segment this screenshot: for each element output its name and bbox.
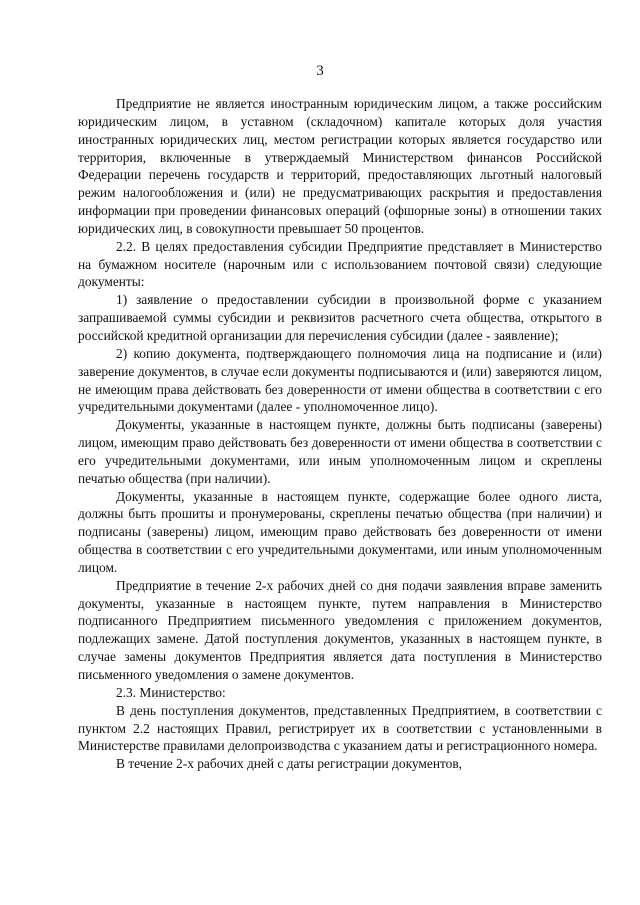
- paragraph-signing-requirements: Документы, указанные в настоящем пункте, должны быть подписаны (заверены) лицом, имеющим право действовать без доверенности от имени общества в соответствии с его учредительными документами, или иным уполномоченным лицом и скреплены печатью общества (при наличии).: [78, 417, 602, 486]
- paragraph-registration: В день поступления документов, представленных Предприятием, в соответствии с пунктом 2.2 настоящих Правил, регистрирует их в соответствии с установленными в Министерстве правилами делопроизводства с указанием даты и регистрационного номера.: [78, 702, 602, 754]
- paragraph-2-2-documents-intro: 2.2. В целях предоставления субсидии Предприятие представляет в Министерство на бумажном носителе (нарочным или с использованием почтовой связи) следующие документы:: [78, 238, 602, 290]
- paragraph-binding-requirements: Документы, указанные в настоящем пункте, содержащие более одного листа, должны быть прошиты и пронумерованы, скреплены печатью общества (при наличии) и подписаны (заверены) лицом, имеющим право действовать без доверенности от имени общества в соответствии с его учредительными документами, или иным уполномоченным лицом.: [78, 488, 602, 575]
- paragraph-review-deadline: В течение 2-х рабочих дней с даты регистрации документов,: [116, 756, 463, 772]
- paragraph-document-replacement: Предприятие в течение 2-х рабочих дней со дня подачи заявления вправе заменить документы, указанные в настоящем пункте, путем направления в Министерство подписанного Предприятием письменного уведомления с приложением документов, подлежащих замене. Датой поступления документов, указанных в настоящем пункте, в случае замены документов Предприятия является дата поступления в Министерство письменного уведомления о замене документов.: [78, 577, 602, 682]
- page-number: 3: [316, 63, 324, 79]
- paragraph-item-1-application: 1) заявление о предоставлении субсидии в произвольной форме с указанием запрашиваемой суммы субсидии и реквизитов расчетного счета общества, открытого в российской кредитной организации для перечисления субсидии (далее - заявление);: [78, 292, 602, 343]
- paragraph-foreign-entity-status: Предприятие не является иностранным юридическим лицом, а также российским юридическим лицом, в уставном (складочном) капитале которых доля участия иностранных юридических лиц, местом регистрации которых является государство или территория, включенные в утверждаемый Министерством финансов Российской Федерации перечень государств и территорий, предоставляющих льготный налоговый режим налогообложения и (или) не предусматривающих раскрытия и предоставления информации при проведении финансовых операций (офшорные зоны) в отношении таких юридических лиц, в совокупности превышает 50 процентов.: [78, 96, 602, 236]
- document-body: [78, 95, 602, 773]
- paragraph-item-2-authority-document: 2) копию документа, подтверждающего полномочия лица на подписание и (или) заверение документов, в случае если документы подписываются и (или) заверяются лицом, не имеющим права действовать без доверенности от имени общества в соответствии с его учредительными документами (далее - уполномоченное лицо).: [78, 345, 602, 415]
- paragraph-2-3-ministry: 2.3. Министерство:: [116, 684, 226, 700]
